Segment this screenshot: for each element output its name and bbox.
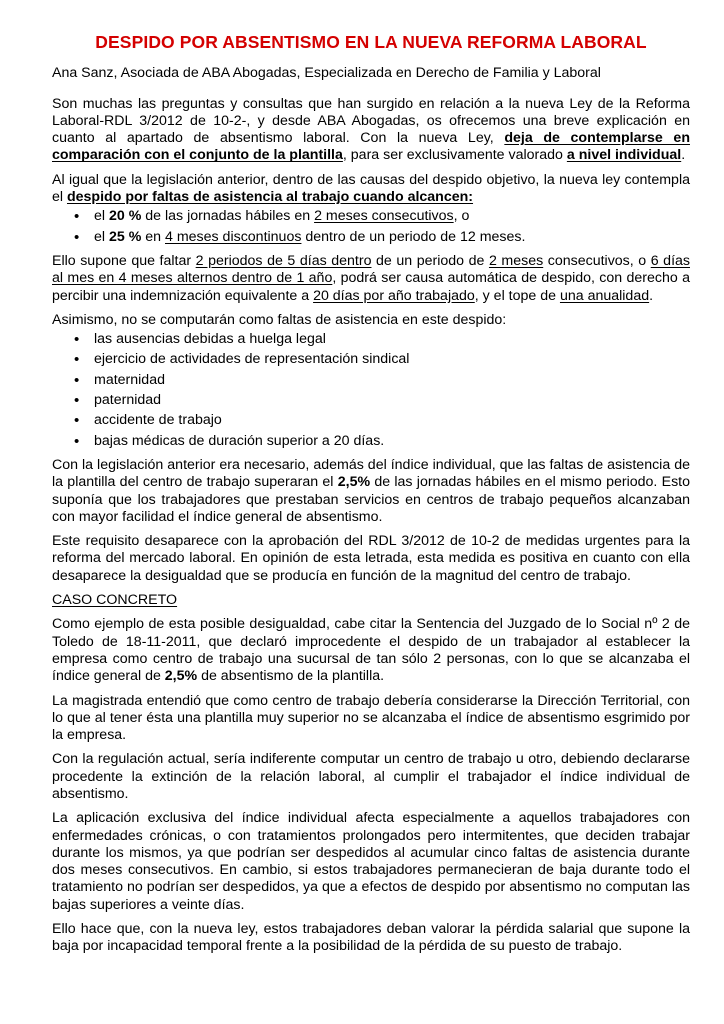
text-run: de las jornadas hábiles en el mismo periodo. Esto suponía que los trabajadores que prestaban servicios en centros de trabajo pequeños alcanzaban con mayor facilidad el índice general de absentismo.	[52, 474, 691, 525]
list-item: • bajas médicas de duración superior a 20 días.	[52, 433, 690, 450]
text-run: consecutivos, o	[543, 252, 651, 269]
paragraph-chronic-illness: La aplicación exclusiva del índice individual afecta especialmente a aquellos trabajadores con enfermedades crónicas, o con tratamientos prolongados pero intermitentes, que deciden trabajar durante los mismos, ya que podrían ser despedidos al acumular cinco faltas de asistencia durante dos meses consecutivos. En cambio, si estos trabajadores permanecieran de baja durante todo el tratamiento no podrían ser despedidos, ya que a efectos de despido por absentismo no computan las bajas superiores a veinte días.	[52, 810, 690, 913]
list-item-percent: 20 %	[108, 208, 142, 225]
paragraph-consequences	[52, 253, 690, 305]
list-item	[52, 229, 690, 246]
percent-run: 2,5%	[337, 474, 371, 491]
text-run: Ello supone que faltar	[52, 252, 196, 269]
intro-text-2: , para ser exclusivamente valorado	[342, 147, 567, 164]
underlined-run: 20 días por año trabajado	[313, 287, 475, 304]
intro-text-3: .	[681, 147, 686, 164]
intro-text: Son muchas las preguntas y consultas que han surgido en relación a la nueva Ley de la Reforma Laboral-RDL 3/2012 de 10-2-, y desde ABA Abogadas, os ofrecemos una breve explicación en cuanto al apartado de absentismo laboral. Con la nueva Ley,	[52, 95, 690, 147]
paragraph-intro	[52, 96, 690, 165]
paragraph-current-regulation: Con la regulación actual, sería indiferente computar un centro de trabajo u otro, debiendo declararse procedente la extinción de la relación laboral, al cumplir el trabajador el índice individual de absentismo.	[52, 751, 690, 802]
paragraph-requirement: Este requisito desaparece con la aprobación del RDL 3/2012 de 10-2 de medidas urgentes para la reforma del mercado laboral. En opinión de esta letrada, esta medida es positiva en cuanto con ella desaparece la desigualdad que se producía en función de la magnitud del centro de trabajo.	[52, 533, 690, 584]
paragraph-previous-law	[52, 457, 690, 526]
text-run: de un periodo de	[371, 252, 489, 269]
exclusions-list	[52, 331, 690, 450]
underlined-run: 6 días al mes en 4 meses alternos dentro de 1 año	[52, 252, 690, 287]
text-run: de absentismo de la plantilla.	[197, 668, 385, 685]
list-item: • accidente de trabajo	[52, 412, 690, 429]
list-item: • ejercicio de actividades de representación sindical	[52, 351, 690, 368]
text-run: .	[649, 287, 654, 304]
underlined-run: 2 periodos de 5 días dentro	[195, 252, 372, 269]
list-item-period: 4 meses discontinuos	[165, 228, 302, 245]
causes-text: Al igual que la legislación anterior, dentro de las causas del despido objetivo, la nueva ley contempla el	[52, 171, 690, 206]
list-item-text: el	[94, 208, 109, 225]
list-item-period: 2 meses consecutivos	[314, 208, 454, 225]
list-item-text: de las jornadas hábiles en	[141, 208, 315, 225]
list-item: • maternidad	[52, 372, 690, 389]
document-page	[52, 34, 690, 963]
list-item-text: , o	[453, 208, 470, 225]
intro-emphasis-individual: a nivel individual	[566, 147, 682, 164]
causes-emphasis: despido por faltas de asistencia al trabajo cuando alcancen:	[66, 189, 474, 206]
paragraph-magistrate: La magistrada entendió que como centro de trabajo debería considerarse la Dirección Territorial, con lo que al tener ésta una plantilla muy superior no se alcanzaba el índice de absentismo esgrimido por la empresa.	[52, 692, 690, 744]
list-item-text: el	[94, 228, 109, 245]
percent-run: 2,5%	[164, 668, 198, 685]
section-heading-text: CASO CONCRETO	[52, 592, 178, 609]
paragraph-exclusions-intro: Asimismo, no se computarán como faltas de asistencia en este despido:	[52, 311, 507, 328]
list-item: • las ausencias debidas a huelga legal	[52, 331, 690, 348]
text-run: Con la legislación anterior era necesario, además del índice individual, que las faltas de asistencia de la plantilla del centro de trabajo superaran el	[52, 456, 690, 491]
list-item-percent: 25 %	[108, 228, 142, 245]
author-line: Ana Sanz, Asociada de ABA Abogadas, Especializada en Derecho de Familia y Laboral	[52, 65, 601, 82]
document-title: DESPIDO POR ABSENTISMO EN LA NUEVA REFORMA LABORAL	[95, 32, 647, 52]
list-item	[52, 208, 690, 225]
threshold-list	[52, 208, 690, 246]
section-heading	[52, 592, 690, 609]
text-run: , podrá ser causa automática de despido, con derecho a percibir una indemnización equivalente a	[52, 270, 690, 304]
list-item-text: en	[141, 228, 165, 245]
underlined-run: 2 meses	[488, 252, 544, 269]
paragraph-conclusion: Ello hace que, con la nueva ley, estos trabajadores deban valorar la pérdida salarial que supone la baja por incapacidad temporal frente a la posibilidad de la pérdida de su puesto de trabajo.	[52, 921, 690, 955]
underlined-run: una anualidad	[559, 287, 650, 304]
list-item-text: dentro de un periodo de 12 meses.	[301, 228, 526, 245]
paragraph-case-example	[52, 616, 690, 685]
list-item: • paternidad	[52, 392, 690, 409]
text-run: Como ejemplo de esta posible desigualdad, cabe citar la Sentencia del Juzgado de lo Social nº 2 de Toledo de 18-11-2011, que declaró improcedente el despido de un trabajador al establecer la empresa como centro de trabajo una sucursal de tan sólo 2 personas, con lo que se alcanzaba el índice general de	[52, 616, 690, 685]
text-run: , y el tope de	[474, 287, 560, 304]
intro-emphasis-plantilla: deja de contemplarse en comparación con el conjunto de la plantilla	[52, 130, 690, 164]
paragraph-causes	[52, 172, 690, 207]
